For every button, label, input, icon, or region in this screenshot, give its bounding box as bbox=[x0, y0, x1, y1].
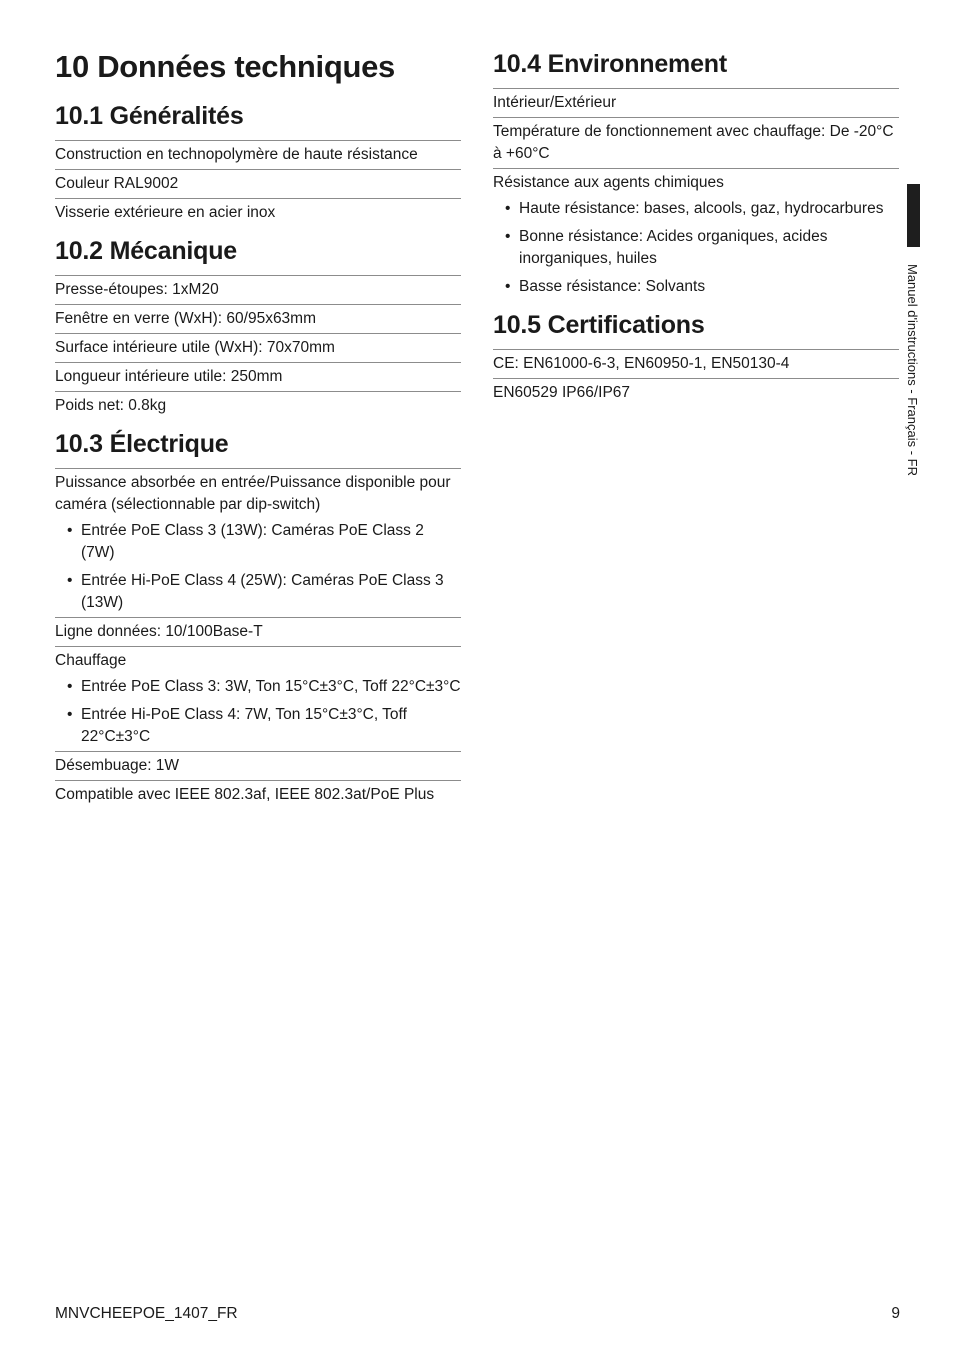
bullet-item: • Entrée Hi-PoE Class 4: 7W, Ton 15°C±3°C, Toff 22°C±3°C bbox=[55, 704, 461, 748]
section-generalites bbox=[55, 100, 461, 227]
spec-row: Poids net: 0.8kg bbox=[55, 391, 461, 420]
side-label: Manuel d'instructions - Français - FR bbox=[905, 264, 920, 476]
section-heading-mecanique: 10.2 Mécanique bbox=[55, 237, 238, 265]
left-column bbox=[55, 48, 461, 817]
spec-row: Couleur RAL9002 bbox=[55, 169, 461, 198]
section-heading-environnement: 10.4 Environnement bbox=[493, 50, 727, 78]
section-heading-electrique: 10.3 Électrique bbox=[55, 430, 229, 458]
spec-row: Désembuage: 1W bbox=[55, 751, 461, 780]
section-environnement bbox=[493, 48, 899, 301]
spec-row: EN60529 IP66/IP67 bbox=[493, 378, 899, 407]
section-heading-certifications: 10.5 Certifications bbox=[493, 311, 705, 339]
section-mecanique bbox=[55, 235, 461, 420]
spec-row: Compatible avec IEEE 802.3af, IEEE 802.3at/PoE Plus bbox=[55, 780, 461, 809]
spec-row: Longueur intérieure utile: 250mm bbox=[55, 362, 461, 391]
page-title: 10 Données techniques bbox=[55, 49, 395, 84]
spec-row-heating bbox=[55, 646, 461, 751]
spec-row: Température de fonctionnement avec chauffage: De -20°C à +60°C bbox=[493, 117, 899, 168]
spec-row-chemical bbox=[493, 168, 899, 301]
bullet-item: • Haute résistance: bases, alcools, gaz, hydrocarbures bbox=[493, 198, 899, 220]
section-heading-generalites: 10.1 Généralités bbox=[55, 102, 244, 130]
footer-doc-code: MNVCHEEPOE_1407_FR bbox=[55, 1305, 238, 1322]
bullet-item: • Entrée PoE Class 3 (13W): Caméras PoE Class 2 (7W) bbox=[55, 520, 461, 564]
spec-text: Puissance absorbée en entrée/Puissance disponible pour caméra (sélectionnable par dip-switch) bbox=[55, 474, 451, 513]
section-certifications bbox=[493, 309, 899, 407]
spec-row: Fenêtre en verre (WxH): 60/95x63mm bbox=[55, 304, 461, 333]
spec-row: CE: EN61000-6-3, EN60950-1, EN50130-4 bbox=[493, 349, 899, 378]
bullet-item: • Entrée Hi-PoE Class 4 (25W): Caméras PoE Class 3 (13W) bbox=[55, 570, 461, 614]
spec-row: Ligne données: 10/100Base-T bbox=[55, 617, 461, 646]
spec-row-power bbox=[55, 468, 461, 617]
footer-page-number: 9 bbox=[891, 1305, 900, 1322]
spec-row: Surface intérieure utile (WxH): 70x70mm bbox=[55, 333, 461, 362]
bullet-list bbox=[493, 198, 899, 298]
spec-row: Construction en technopolymère de haute résistance bbox=[55, 140, 461, 169]
spec-row: Intérieur/Extérieur bbox=[493, 88, 899, 117]
spec-text: Chauffage bbox=[55, 652, 127, 669]
bullet-list bbox=[55, 676, 461, 748]
spec-row: Visserie extérieure en acier inox bbox=[55, 198, 461, 227]
language-tab-marker bbox=[907, 184, 920, 247]
spec-row: Presse-étoupes: 1xM20 bbox=[55, 275, 461, 304]
bullet-item: • Basse résistance: Solvants bbox=[493, 276, 899, 298]
bullet-item: • Bonne résistance: Acides organiques, acides inorganiques, huiles bbox=[493, 226, 899, 270]
right-column bbox=[493, 48, 899, 415]
bullet-item: • Entrée PoE Class 3: 3W, Ton 15°C±3°C, Toff 22°C±3°C bbox=[55, 676, 461, 698]
section-electrique bbox=[55, 428, 461, 809]
spec-text: Résistance aux agents chimiques bbox=[493, 174, 724, 191]
bullet-list bbox=[55, 520, 461, 614]
